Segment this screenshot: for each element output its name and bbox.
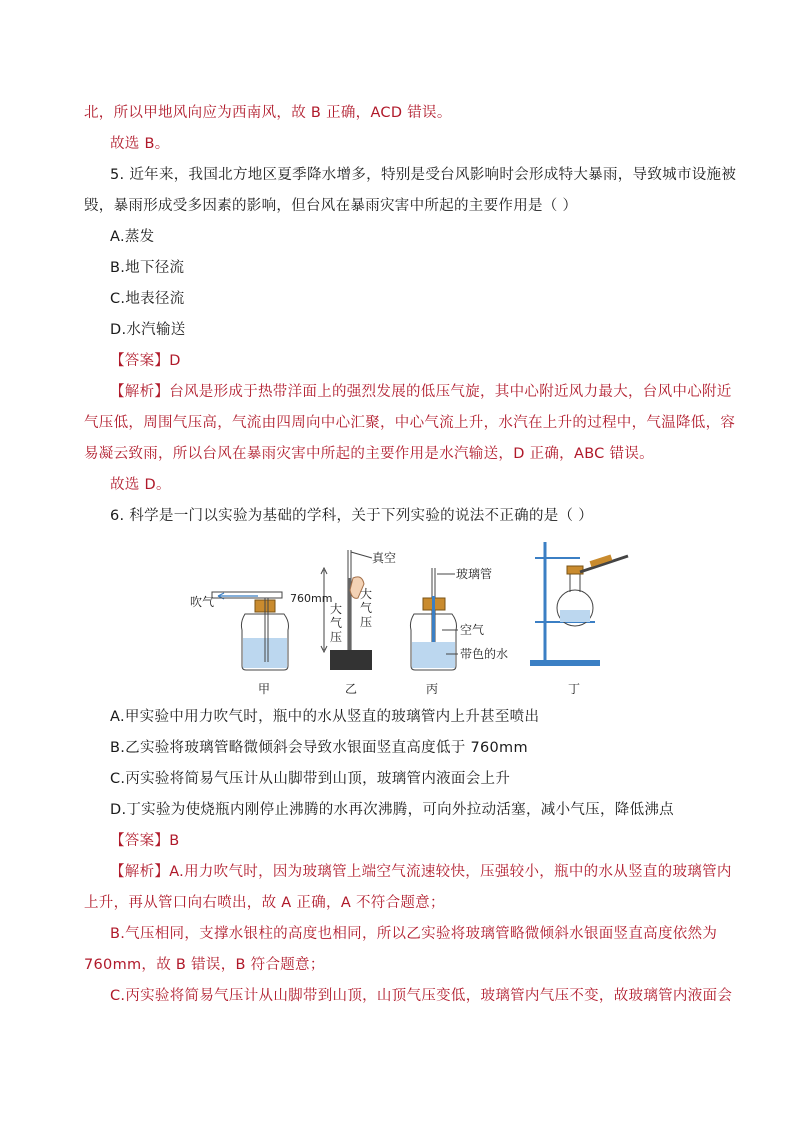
option-d: D.水汽输送 <box>110 322 186 338</box>
explanation-line: 上升，再从管口向右喷出，故 A 正确，A 不符合题意； <box>84 895 445 911</box>
caption-jia: 甲 <box>258 682 271 696</box>
caption-bing: 丙 <box>426 682 439 696</box>
explanation-tag: 【解析】 <box>110 864 170 880</box>
explanation-line: 【解析】台风是形成于热带洋面上的强烈发展的低压气旋，其中心附近风力最大，台风中心附近 <box>110 384 732 400</box>
explanation-line: 易凝云致雨，所以台风在暴雨灾害中所起的主要作用是水汽输送，D 正确，ABC 错误。 <box>84 446 654 462</box>
label-vacuum: 真空 <box>372 551 397 565</box>
text-line: 故选 B。 <box>110 136 170 152</box>
option-b: B.地下径流 <box>110 260 185 276</box>
caption-ding: 丁 <box>568 682 581 696</box>
answer-tag: 【答案】 <box>110 353 170 369</box>
question-5-stem: 毁，暴雨形成受多因素的影响，但台风在暴雨灾害中所起的主要作用是（ ） <box>84 198 578 214</box>
svg-text:大: 大 <box>330 602 343 616</box>
question-5-stem: 5. 近年来，我国北方地区夏季降水增多，特别是受台风影响时会形成特大暴雨，导致城市设施被 <box>110 167 737 183</box>
option-a: A.蒸发 <box>110 229 155 245</box>
question-6-stem: 6. 科学是一门以实验为基础的学科，关于下列实验的说法不正确的是（ ） <box>110 508 594 524</box>
option-c: C.地表径流 <box>110 291 185 307</box>
option-b: B.乙实验将玻璃管略微倾斜会导致水银面竖直高度低于 760mm <box>110 740 528 756</box>
apparatus-bing <box>410 566 508 696</box>
svg-text:压: 压 <box>330 630 343 644</box>
answer-line <box>110 831 740 851</box>
svg-text:压: 压 <box>360 615 373 629</box>
explanation-line: C.丙实验将简易气压计从山脚带到山顶，山顶气压变低，玻璃管内气压不变，故玻璃管内液面会 <box>110 988 733 1004</box>
option-d: D.丁实验为使烧瓶内刚停止沸腾的水再次沸腾，可向外拉动活塞，减小气压，降低沸点 <box>110 802 674 818</box>
answer-line <box>110 351 740 371</box>
apparatus-jia <box>190 592 289 696</box>
answer-tag: 【答案】 <box>110 833 170 849</box>
option-c: C.丙实验将简易气压计从山脚带到山顶，玻璃管内液面会上升 <box>110 771 511 787</box>
apparatus-yi <box>290 550 396 696</box>
select-line: 故选 D。 <box>110 477 171 493</box>
explanation-tag: 【解析】 <box>110 384 170 400</box>
option-a: A.甲实验中用力吹气时，瓶中的水从竖直的玻璃管内上升甚至喷出 <box>110 709 540 725</box>
explanation-line: 气压低，周围气压高，气流由四周向中心汇聚，中心气流上升，水汽在上升的过程中，气温降低，容 <box>84 415 736 431</box>
apparatus-ding <box>530 542 628 696</box>
label-760mm: 760mm <box>290 592 333 605</box>
svg-text:气: 气 <box>330 616 343 630</box>
label-blow: 吹气 <box>190 595 215 609</box>
label-glass-tube: 玻璃管 <box>456 567 493 581</box>
answer-value: B <box>169 833 180 849</box>
caption-yi: 乙 <box>345 682 358 696</box>
label-air: 空气 <box>460 623 485 637</box>
text-line: 北，所以甲地风向应为西南风，故 B 正确，ACD 错误。 <box>84 105 452 121</box>
explanation-line: 【解析】A.用力吹气时，因为玻璃管上端空气流速较快，压强较小，瓶中的水从竖直的玻璃管内 <box>110 864 732 880</box>
explanation-line: 760mm，故 B 错误，B 符合题意； <box>84 957 325 973</box>
answer-value: D <box>169 353 181 369</box>
label-colored-water: 带色的水 <box>460 647 509 661</box>
experiment-figure <box>180 538 640 700</box>
svg-text:大: 大 <box>360 587 373 601</box>
svg-text:气: 气 <box>360 601 373 615</box>
explanation-line: B.气压相同，支撑水银柱的高度也相同，所以乙实验将玻璃管略微倾斜水银面竖直高度依然为 <box>110 926 718 942</box>
